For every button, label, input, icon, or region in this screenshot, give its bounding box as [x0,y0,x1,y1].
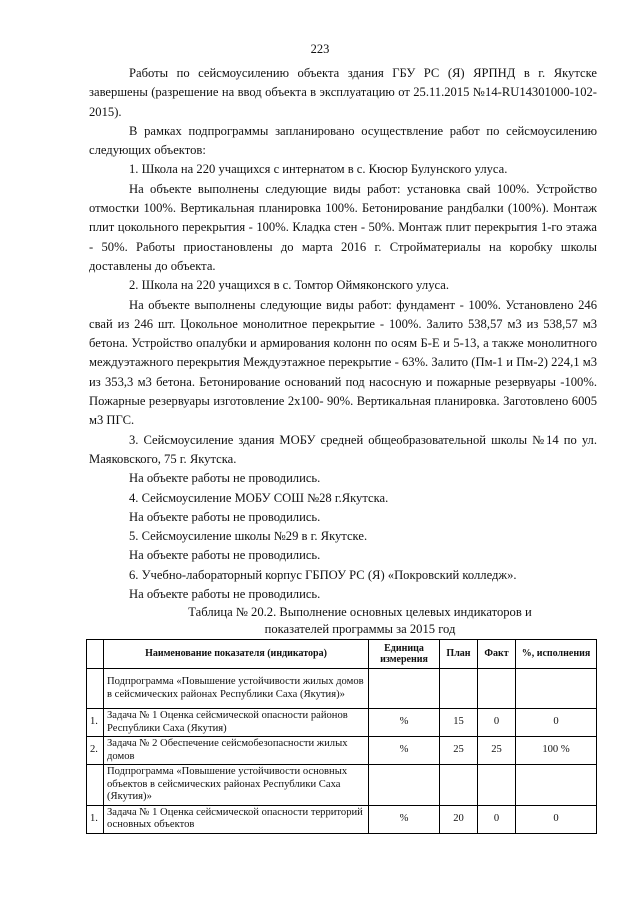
table-caption-line: Таблица № 20.2. Выполнение основных целевых индикаторов и [188,605,532,619]
paragraph: На объекте выполнены следующие виды работ: фундамент - 100%. Установлено 246 свай из 246 шт. Цокольное монолитное перекрытие - 100%. Залито 538,57 м3 из 538,57 м3 бетона. Устройство опалубки и армирования колонн по осям Б-Е и 5-13, а также монолитного междуэтажного перекрытия Междуэтажное перекрытие - 63%. Залито (Пм-1 и Пм-2) 224,1 м3 из 353,3 м3 бетона. Бетонирование оснований под насосную и пожарные резервуары -100%. Пожарные резервуары изготовление 2х100- 90%. Вертикальная планировка. Заготовлено 6005 м3 ПГС. [89,297,597,428]
paragraph: На объекте работы не проводились. [129,509,321,524]
paragraph: На объекте выполнены следующие виды работ: установка свай 100%. Устройство отмостки 100%. Вертикальная планировка 100%. Бетонирование рандбалки (100%). Монтаж плит цокольного перекрытия - 100%. Кладка стен - 50%. Монтаж плит перекрытия 1-го этажа - 50%. Работы приостановлены до марта 2016 г. Стройматериалы на коробку школы доставлены до объекта. [89,181,597,273]
paragraph: В рамках подпрограммы запланировано осуществление работ по сейсмоусилению следующих объектов: [89,123,597,158]
cell-unit [369,669,440,709]
cell-num [87,669,104,709]
cell-unit: % [369,805,440,833]
body-text [89,64,597,604]
paragraph: 2. Школа на 220 учащихся в с. Томтор Оймяконского улуса. [129,278,449,293]
cell-plan [440,765,478,806]
cell-unit: % [369,737,440,765]
cell-plan: 15 [440,709,478,737]
header-percent: %, исполнения [516,640,597,669]
table-row [87,669,597,709]
table-header-row [87,640,597,669]
paragraph: 3. Сейсмоусиление здания МОБУ средней общеобразовательной школы №14 по ул. Маяковского, 75 г. Якутска. [89,432,597,466]
cell-percent: 0 [516,709,597,737]
cell-name: Задача № 1 Оценка сейсмической опасности территорий основных объектов [104,805,369,833]
cell-percent [516,765,597,806]
cell-fact: 0 [478,805,516,833]
header-plan: План [440,640,478,669]
table-row [87,737,597,765]
cell-fact: 25 [478,737,516,765]
indicators-table [86,639,597,834]
cell-percent: 100 % [516,737,597,765]
header-fact: Факт [478,640,516,669]
paragraph: 4. Сейсмоусиление МОБУ СОШ №28 г.Якутска. [129,490,389,505]
paragraph: 1. Школа на 220 учащихся с интернатом в с. Кюсюр Булунского улуса. [129,162,508,177]
cell-fact [478,765,516,806]
header-unit: Единица измерения [369,640,440,669]
header-num [87,640,104,669]
paragraph: Работы по сейсмоусилению объекта здания ГБУ РС (Я) ЯРПНД в г. Якутске завершены (разрешение на ввод объекта в эксплуатацию от 25.11.2015 №14-RU14301000-102-2015). [89,66,597,119]
cell-unit: % [369,709,440,737]
cell-unit [369,765,440,806]
cell-num: 2. [87,737,104,765]
cell-num [87,765,104,806]
cell-fact [478,669,516,709]
cell-plan: 25 [440,737,478,765]
paragraph: На объекте работы не проводились. [129,587,321,602]
cell-percent [516,669,597,709]
cell-name: Задача № 1 Оценка сейсмической опасности районов Республики Саха (Якутия) [104,709,369,737]
paragraph: На объекте работы не проводились. [129,471,321,486]
table-row [87,805,597,833]
table-caption [150,604,570,638]
paragraph: 5. Сейсмоусиление школы №29 в г. Якутске. [129,529,368,544]
cell-num: 1. [87,709,104,737]
cell-percent: 0 [516,805,597,833]
cell-name: Задача № 2 Обеспечение сейсмобезопасности жилых домов [104,737,369,765]
paragraph: 6. Учебно-лабораторный корпус ГБПОУ РС (Я) «Покровский колледж». [129,567,517,582]
table-caption-line: показателей программы за 2015 год [264,622,456,636]
cell-name: Подпрограмма «Повышение устойчивости жилых домов в сейсмических районах Республики Саха (Якутия)» [104,669,369,709]
table-row [87,709,597,737]
cell-plan: 20 [440,805,478,833]
cell-name: Подпрограмма «Повышение устойчивости основных объектов в сейсмических районах Республики Саха (Якутия)» [104,765,369,806]
cell-plan [440,669,478,709]
page-number: 223 [310,42,330,56]
cell-num: 1. [87,805,104,833]
header-name: Наименование показателя (индикатора) [104,640,369,669]
table-row [87,765,597,806]
cell-fact: 0 [478,709,516,737]
paragraph: На объекте работы не проводились. [129,548,321,563]
